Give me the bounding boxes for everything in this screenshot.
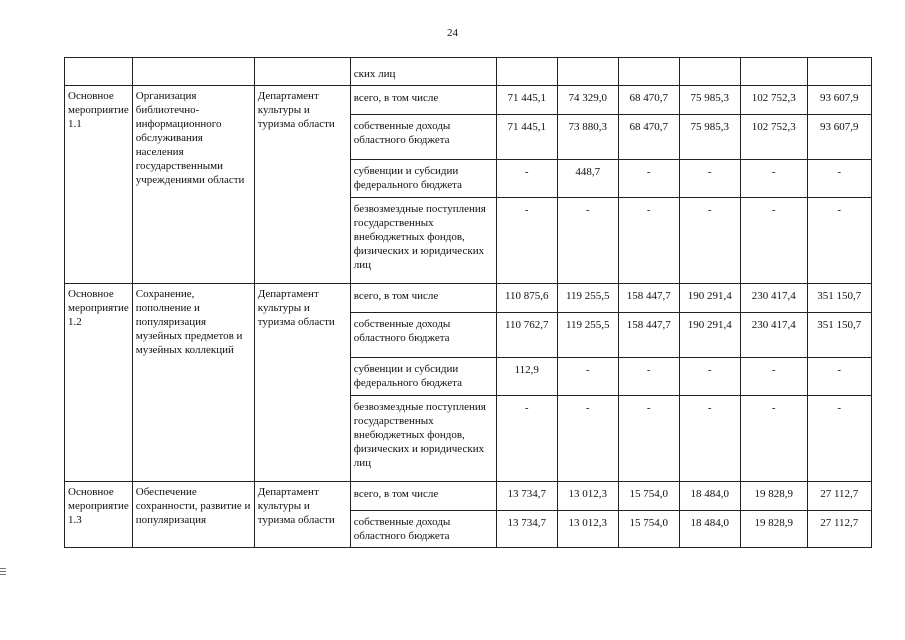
value-cell: -: [496, 396, 557, 482]
value-cell: 110 762,7: [496, 313, 557, 358]
continuation-row: [65, 58, 872, 86]
value-cell: 119 255,5: [557, 313, 618, 358]
value-cell: -: [496, 160, 557, 198]
value-cell: 93 607,9: [807, 86, 871, 115]
table-row: [65, 284, 872, 313]
table-body: [65, 58, 872, 548]
empty-cell: [65, 58, 133, 86]
value-cell: -: [618, 198, 679, 284]
value-cell: 73 880,3: [557, 115, 618, 160]
value-cell: 71 445,1: [496, 86, 557, 115]
funding-source-cell: всего, в том числе: [350, 86, 496, 115]
page-number: 24: [447, 27, 458, 39]
empty-cell: [807, 58, 871, 86]
value-cell: -: [807, 198, 871, 284]
empty-cell: [557, 58, 618, 86]
margin-mark: [0, 568, 6, 575]
event-name-cell: Организация библиотечно-информационного обслуживания населения государственными учреждениями области: [132, 86, 254, 284]
empty-cell: [679, 58, 740, 86]
funding-source-cell: всего, в том числе: [350, 482, 496, 511]
value-cell: -: [679, 396, 740, 482]
funding-source-cell: безвозмездные поступления государственных внебюджетных фондов, физических и юридических лиц: [350, 396, 496, 482]
value-cell: -: [679, 358, 740, 396]
value-cell: -: [740, 396, 807, 482]
value-cell: -: [557, 358, 618, 396]
funding-source-cell: субвенции и субсидии федерального бюджета: [350, 358, 496, 396]
event-code-cell: Основное мероприятие 1.2: [65, 284, 133, 482]
value-cell: -: [807, 160, 871, 198]
value-cell: 230 417,4: [740, 313, 807, 358]
value-cell: 119 255,5: [557, 284, 618, 313]
value-cell: -: [679, 160, 740, 198]
budget-table: [64, 57, 872, 548]
value-cell: -: [496, 198, 557, 284]
value-cell: -: [807, 396, 871, 482]
executor-cell: Департамент культуры и туризма области: [254, 284, 350, 482]
value-cell: 158 447,7: [618, 313, 679, 358]
value-cell: 75 985,3: [679, 86, 740, 115]
value-cell: 190 291,4: [679, 313, 740, 358]
value-cell: -: [618, 396, 679, 482]
value-cell: 15 754,0: [618, 482, 679, 511]
value-cell: 68 470,7: [618, 115, 679, 160]
value-cell: 93 607,9: [807, 115, 871, 160]
value-cell: 75 985,3: [679, 115, 740, 160]
value-cell: 158 447,7: [618, 284, 679, 313]
executor-cell: Департамент культуры и туризма области: [254, 86, 350, 284]
event-code-cell: Основное мероприятие 1.1: [65, 86, 133, 284]
value-cell: -: [740, 160, 807, 198]
value-cell: -: [740, 358, 807, 396]
value-cell: 27 112,7: [807, 482, 871, 511]
table-row: [65, 86, 872, 115]
value-cell: 13 734,7: [496, 482, 557, 511]
empty-cell: [618, 58, 679, 86]
empty-cell: [132, 58, 254, 86]
event-name-cell: Обеспечение сохранности, развитие и популяризация: [132, 482, 254, 548]
value-cell: 102 752,3: [740, 86, 807, 115]
funding-source-cell: собственные доходы областного бюджета: [350, 115, 496, 160]
value-cell: 27 112,7: [807, 511, 871, 548]
value-cell: 13 012,3: [557, 511, 618, 548]
value-cell: 19 828,9: [740, 482, 807, 511]
funding-source-cell: собственные доходы областного бюджета: [350, 313, 496, 358]
value-cell: 15 754,0: [618, 511, 679, 548]
funding-source-cell: собственные доходы областного бюджета: [350, 511, 496, 548]
value-cell: -: [679, 198, 740, 284]
value-cell: -: [618, 358, 679, 396]
value-cell: 102 752,3: [740, 115, 807, 160]
value-cell: -: [557, 198, 618, 284]
value-cell: 112,9: [496, 358, 557, 396]
funding-source-cell: субвенции и субсидии федерального бюджета: [350, 160, 496, 198]
value-cell: 19 828,9: [740, 511, 807, 548]
value-cell: -: [807, 358, 871, 396]
table-row: [65, 482, 872, 511]
value-cell: -: [618, 160, 679, 198]
event-name-cell: Сохранение, пополнение и популяризация музейных предметов и музейных коллекций: [132, 284, 254, 482]
empty-cell: [740, 58, 807, 86]
funding-source-cell: всего, в том числе: [350, 284, 496, 313]
value-cell: 18 484,0: [679, 511, 740, 548]
value-cell: 68 470,7: [618, 86, 679, 115]
value-cell: 351 150,7: [807, 284, 871, 313]
empty-cell: [496, 58, 557, 86]
value-cell: 110 875,6: [496, 284, 557, 313]
event-code-cell: Основное мероприятие 1.3: [65, 482, 133, 548]
value-cell: 74 329,0: [557, 86, 618, 115]
source-cell: ских лиц: [350, 58, 496, 86]
value-cell: 448,7: [557, 160, 618, 198]
value-cell: 71 445,1: [496, 115, 557, 160]
value-cell: 13 734,7: [496, 511, 557, 548]
value-cell: 190 291,4: [679, 284, 740, 313]
executor-cell: Департамент культуры и туризма области: [254, 482, 350, 548]
funding-source-cell: безвозмездные поступления государственных внебюджетных фондов, физических и юридических лиц: [350, 198, 496, 284]
value-cell: -: [557, 396, 618, 482]
value-cell: -: [740, 198, 807, 284]
value-cell: 13 012,3: [557, 482, 618, 511]
value-cell: 230 417,4: [740, 284, 807, 313]
value-cell: 351 150,7: [807, 313, 871, 358]
empty-cell: [254, 58, 350, 86]
value-cell: 18 484,0: [679, 482, 740, 511]
